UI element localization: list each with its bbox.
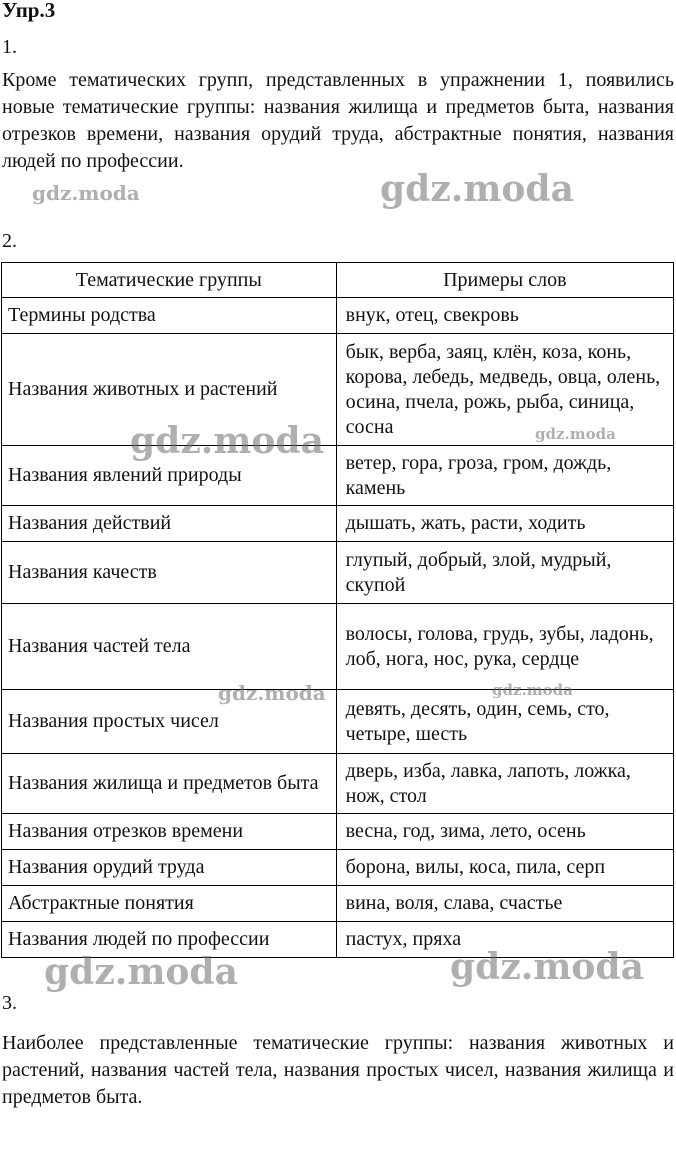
thematic-groups-table	[1, 262, 674, 958]
group-cell: Названия простых чисел	[2, 690, 337, 754]
examples-cell: пастух, пряха	[336, 922, 673, 958]
examples-cell: девять, десять, один, семь, сто, четыре, шесть	[336, 690, 673, 754]
section-2-number: 2.	[2, 230, 17, 252]
examples-cell: бык, верба, заяц, клён, коза, конь, корова, лебедь, медведь, овца, олень, осина, пчела, рожь, рыба, синица, сосна	[336, 334, 673, 446]
watermark: gdz.moda	[130, 420, 324, 462]
table-row	[2, 298, 674, 334]
watermark: gdz.moda	[218, 681, 326, 705]
group-cell: Названия людей по профессии	[2, 922, 337, 958]
group-cell: Названия отрезков времени	[2, 814, 337, 850]
examples-cell: внук, отец, свекровь	[336, 298, 673, 334]
examples-cell: глупый, добрый, злой, мудрый, скупой	[336, 542, 673, 604]
section-1-text: Кроме тематических групп, представленных в упражнении 1, появились новые тематические группы: названия жилища и предметов быта, названия отрезков времени, названия орудий труда, абстрактные понятия, названия людей по профессии.	[2, 69, 674, 172]
table-row	[2, 604, 674, 690]
table-row	[2, 754, 674, 814]
examples-cell: волосы, голова, грудь, зубы, ладонь, лоб, нога, нос, рука, сердце	[336, 604, 673, 690]
table-row	[2, 690, 674, 754]
table-row	[2, 850, 674, 886]
section-3-number: 3.	[2, 992, 17, 1014]
examples-cell: борона, вилы, коса, пила, серп	[336, 850, 673, 886]
section-1-number: 1.	[2, 36, 17, 58]
table-row	[2, 814, 674, 850]
examples-cell: дышать, жать, расти, ходить	[336, 506, 673, 542]
group-cell: Названия явлений природы	[2, 446, 337, 506]
section-3-text: Наиболее представленные тематические группы: названия животных и растений, названия частей тела, названия простых чисел, названия жилища и предметов быта.	[2, 1032, 674, 1108]
exercise-heading: Упр.3	[2, 0, 56, 22]
group-cell: Термины родства	[2, 298, 337, 334]
group-cell: Названия орудий труда	[2, 850, 337, 886]
table-row	[2, 886, 674, 922]
table-header-row	[2, 263, 674, 298]
group-cell: Названия жилища и предметов быта	[2, 754, 337, 814]
watermark: gdz.moda	[380, 168, 574, 210]
table-row	[2, 542, 674, 604]
examples-cell: дверь, изба, лавка, лапоть, ложка, нож, стол	[336, 754, 673, 814]
group-cell: Названия качеств	[2, 542, 337, 604]
watermark: gdz.moda	[535, 425, 616, 443]
table-row	[2, 506, 674, 542]
examples-cell: вина, воля, слава, счастье	[336, 886, 673, 922]
group-cell: Названия частей тела	[2, 604, 337, 690]
watermark: gdz.moda	[44, 951, 238, 993]
group-cell: Абстрактные понятия	[2, 886, 337, 922]
watermark: gdz.moda	[32, 181, 140, 205]
group-cell: Названия действий	[2, 506, 337, 542]
group-cell: Названия животных и растений	[2, 334, 337, 446]
watermark: gdz.moda	[450, 946, 644, 988]
watermark: gdz.moda	[492, 681, 573, 699]
table-row	[2, 446, 674, 506]
column-header-groups: Тематические группы	[2, 263, 337, 298]
examples-cell: ветер, гора, гроза, гром, дождь, камень	[336, 446, 673, 506]
examples-cell: весна, год, зима, лето, осень	[336, 814, 673, 850]
column-header-examples: Примеры слов	[336, 263, 673, 298]
